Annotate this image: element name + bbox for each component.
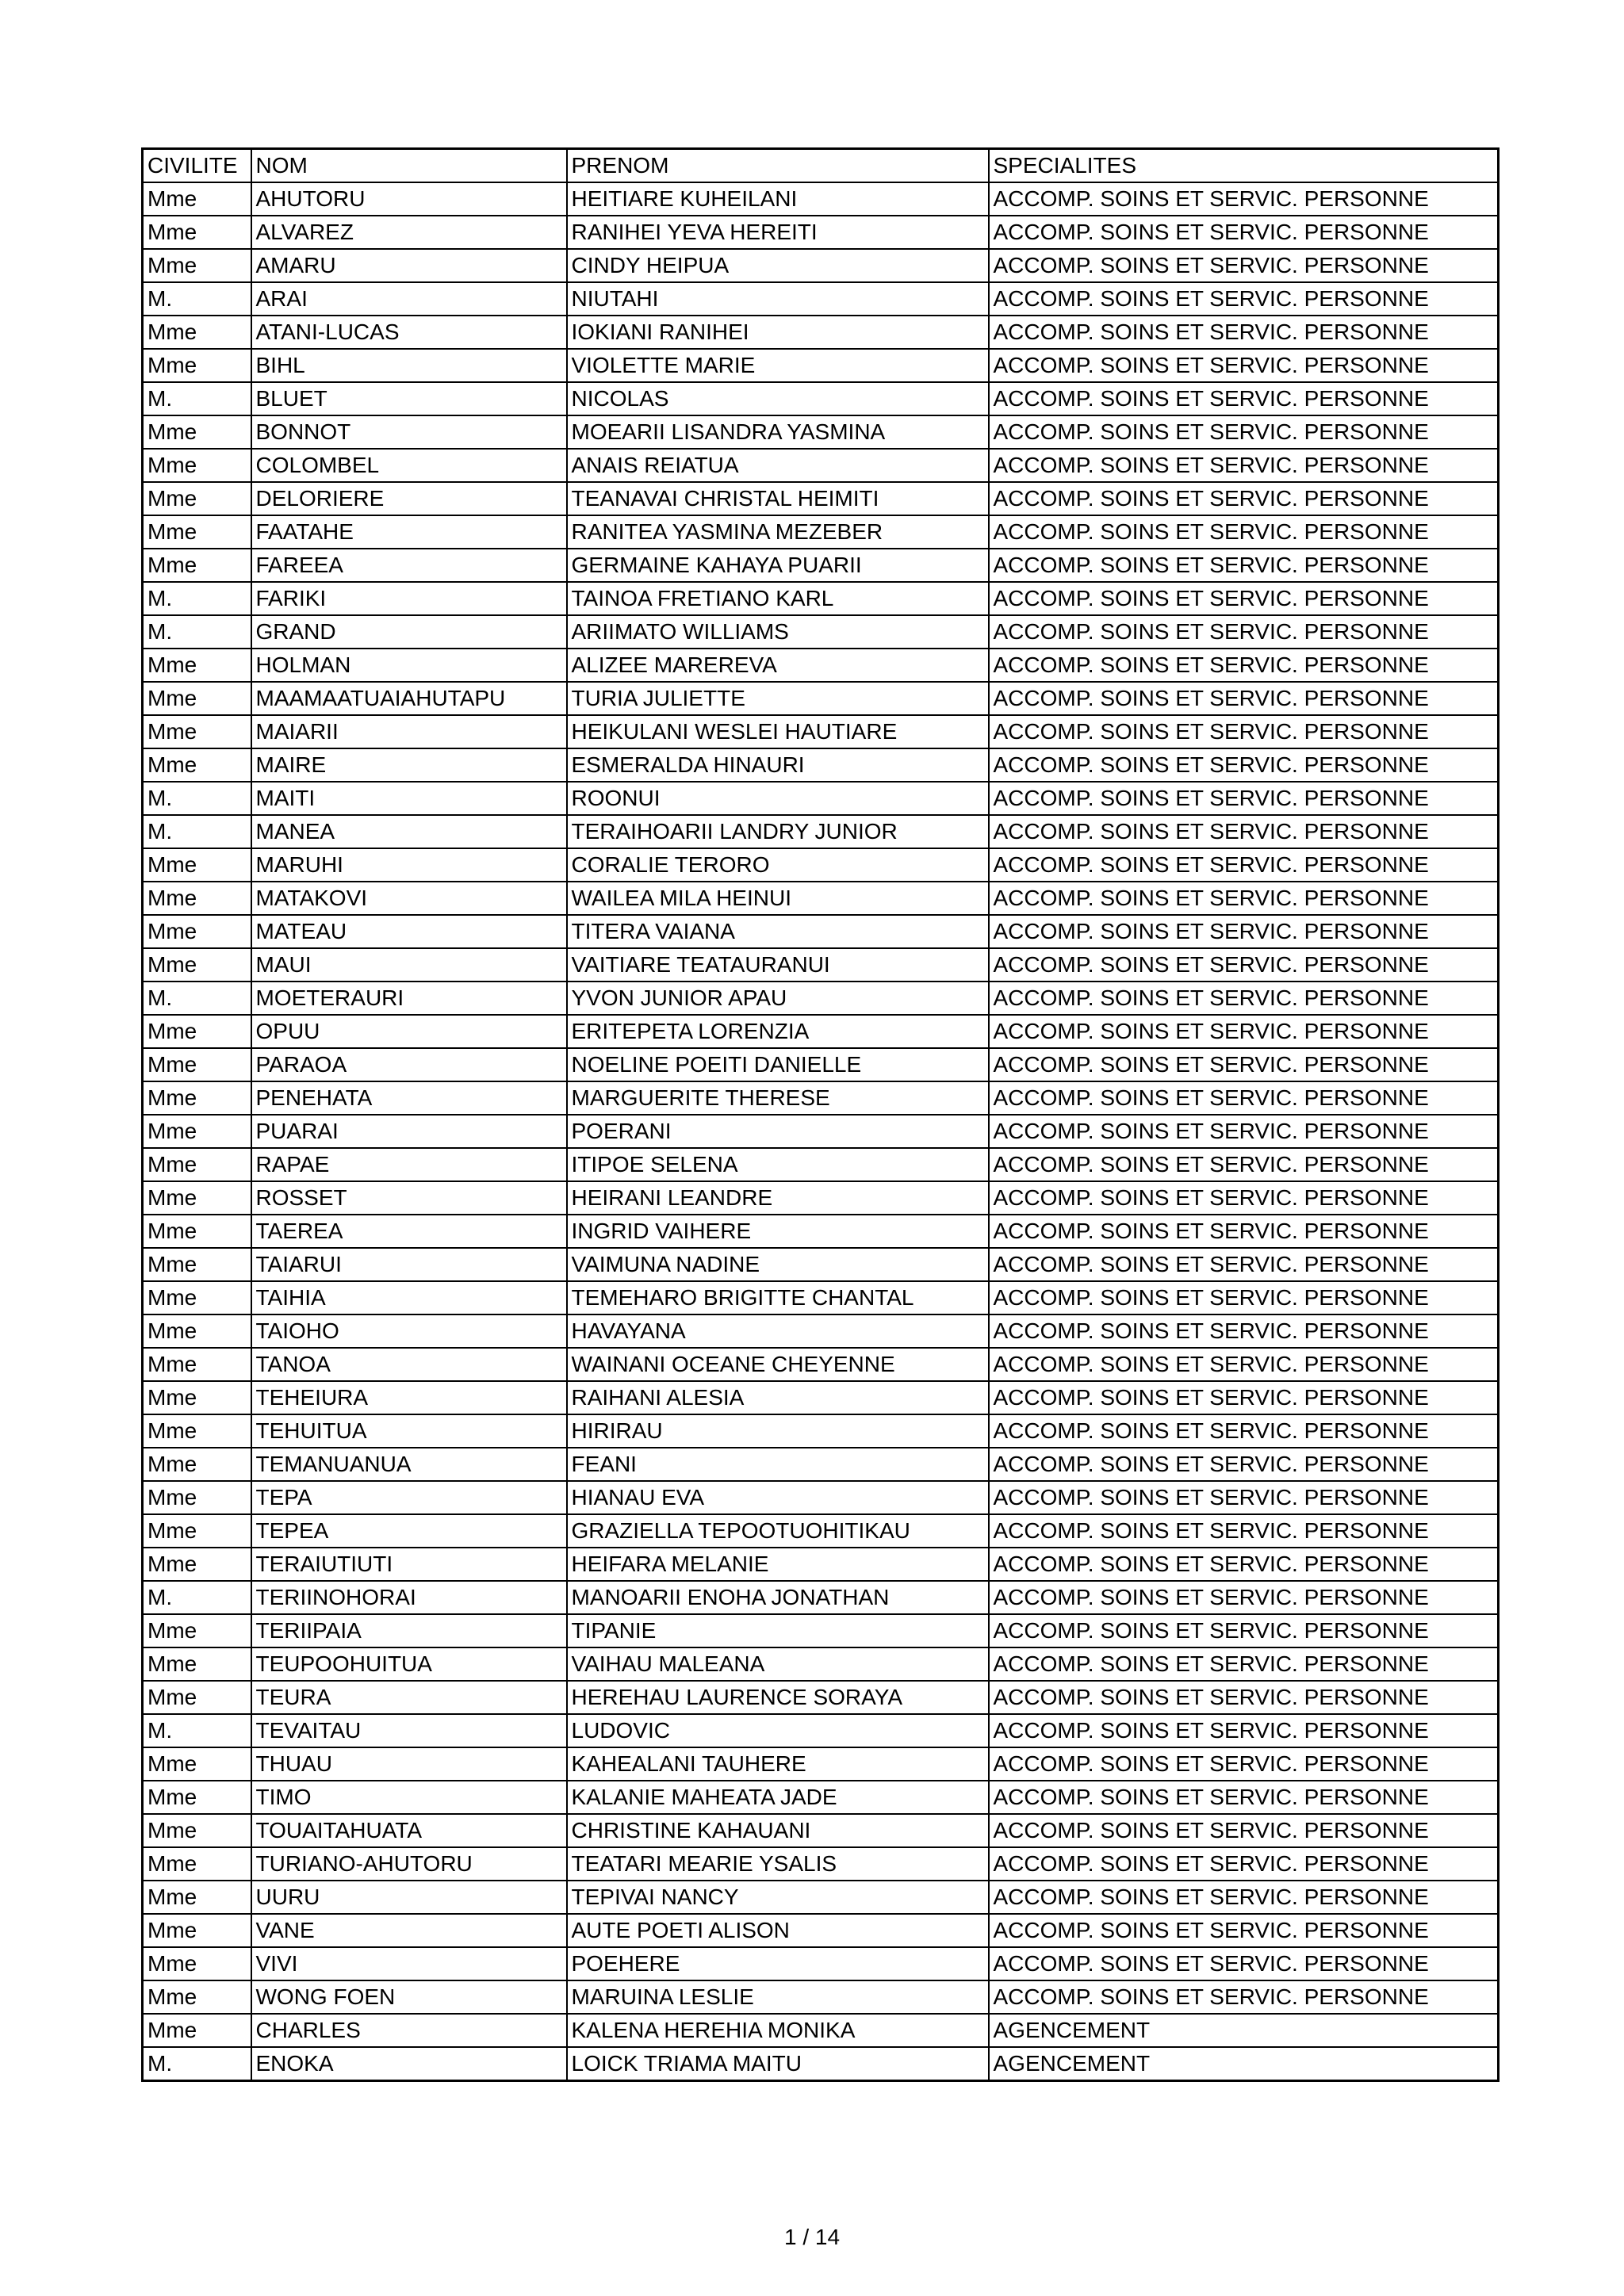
cell-civilite: Mme (143, 1015, 251, 1048)
cell-civilite: Mme (143, 1548, 251, 1581)
cell-specialites: ACCOMP. SOINS ET SERVIC. PERSONNE (989, 1115, 1499, 1148)
cell-prenom: HEIRANI LEANDRE (567, 1181, 989, 1215)
cell-prenom: CHRISTINE KAHAUANI (567, 1814, 989, 1847)
cell-specialites: ACCOMP. SOINS ET SERVIC. PERSONNE (989, 1581, 1499, 1614)
cell-specialites: ACCOMP. SOINS ET SERVIC. PERSONNE (989, 1248, 1499, 1281)
cell-nom: FAATAHE (251, 515, 567, 549)
cell-civilite: Mme (143, 1481, 251, 1514)
cell-nom: TERAIUTIUTI (251, 1548, 567, 1581)
cell-nom: TERIINOHORAI (251, 1581, 567, 1614)
cell-nom: MAIARII (251, 715, 567, 748)
cell-prenom: POERANI (567, 1115, 989, 1148)
cell-prenom: HIRIRAU (567, 1414, 989, 1448)
cell-nom: TURIANO-AHUTORU (251, 1847, 567, 1881)
cell-specialites: ACCOMP. SOINS ET SERVIC. PERSONNE (989, 282, 1499, 316)
cell-specialites: ACCOMP. SOINS ET SERVIC. PERSONNE (989, 1181, 1499, 1215)
cell-civilite: Mme (143, 415, 251, 449)
cell-civilite: Mme (143, 882, 251, 915)
table-row (143, 1448, 1499, 1481)
cell-civilite: Mme (143, 1314, 251, 1348)
cell-specialites: ACCOMP. SOINS ET SERVIC. PERSONNE (989, 882, 1499, 915)
cell-nom: MATAKOVI (251, 882, 567, 915)
cell-prenom: TEMEHARO BRIGITTE CHANTAL (567, 1281, 989, 1314)
cell-civilite: M. (143, 782, 251, 815)
cell-nom: TIMO (251, 1781, 567, 1814)
cell-nom: TEHUITUA (251, 1414, 567, 1448)
table-row (143, 316, 1499, 349)
cell-nom: CHARLES (251, 2014, 567, 2047)
cell-nom: TAEREA (251, 1215, 567, 1248)
cell-prenom: NOELINE POEITI DANIELLE (567, 1048, 989, 1081)
cell-specialites: ACCOMP. SOINS ET SERVIC. PERSONNE (989, 1814, 1499, 1847)
cell-nom: ALVAREZ (251, 216, 567, 249)
cell-specialites: ACCOMP. SOINS ET SERVIC. PERSONNE (989, 316, 1499, 349)
cell-prenom: HEITIARE KUHEILANI (567, 182, 989, 216)
table-row (143, 182, 1499, 216)
cell-nom: TERIIPAIA (251, 1614, 567, 1647)
cell-prenom: HIANAU EVA (567, 1481, 989, 1514)
cell-nom: WONG FOEN (251, 1980, 567, 2014)
cell-prenom: CORALIE TERORO (567, 848, 989, 882)
cell-nom: TAIOHO (251, 1314, 567, 1348)
cell-nom: TEURA (251, 1681, 567, 1714)
cell-civilite: Mme (143, 1215, 251, 1248)
cell-nom: GRAND (251, 615, 567, 649)
table-row (143, 382, 1499, 415)
cell-civilite: Mme (143, 2014, 251, 2047)
cell-specialites: ACCOMP. SOINS ET SERVIC. PERSONNE (989, 782, 1499, 815)
table-row (143, 1814, 1499, 1847)
cell-nom: BLUET (251, 382, 567, 415)
cell-civilite: Mme (143, 1381, 251, 1414)
table-row (143, 2047, 1499, 2081)
cell-specialites: ACCOMP. SOINS ET SERVIC. PERSONNE (989, 449, 1499, 482)
cell-nom: FARIKI (251, 582, 567, 615)
table-row (143, 1048, 1499, 1081)
cell-civilite: Mme (143, 915, 251, 948)
table-row (143, 948, 1499, 982)
table-row (143, 1015, 1499, 1048)
cell-nom: BONNOT (251, 415, 567, 449)
cell-specialites: ACCOMP. SOINS ET SERVIC. PERSONNE (989, 415, 1499, 449)
cell-specialites: ACCOMP. SOINS ET SERVIC. PERSONNE (989, 1314, 1499, 1348)
table-row (143, 349, 1499, 382)
cell-specialites: ACCOMP. SOINS ET SERVIC. PERSONNE (989, 748, 1499, 782)
cell-nom: MATEAU (251, 915, 567, 948)
cell-civilite: Mme (143, 449, 251, 482)
cell-civilite: Mme (143, 1081, 251, 1115)
cell-specialites: ACCOMP. SOINS ET SERVIC. PERSONNE (989, 915, 1499, 948)
cell-nom: VANE (251, 1914, 567, 1947)
cell-civilite: M. (143, 615, 251, 649)
cell-specialites: ACCOMP. SOINS ET SERVIC. PERSONNE (989, 482, 1499, 515)
cell-specialites: ACCOMP. SOINS ET SERVIC. PERSONNE (989, 682, 1499, 715)
table-row (143, 1381, 1499, 1414)
cell-nom: THUAU (251, 1747, 567, 1781)
cell-prenom: HAVAYANA (567, 1314, 989, 1348)
cell-nom: MOETERAURI (251, 982, 567, 1015)
cell-nom: UURU (251, 1881, 567, 1914)
cell-civilite: Mme (143, 1781, 251, 1814)
cell-civilite: Mme (143, 249, 251, 282)
table-row (143, 1581, 1499, 1614)
cell-specialites: AGENCEMENT (989, 2047, 1499, 2081)
cell-prenom: KALANIE MAHEATA JADE (567, 1781, 989, 1814)
table-row (143, 682, 1499, 715)
table-row (143, 482, 1499, 515)
table-row (143, 1914, 1499, 1947)
cell-specialites: ACCOMP. SOINS ET SERVIC. PERSONNE (989, 515, 1499, 549)
table-row (143, 1481, 1499, 1514)
cell-prenom: INGRID VAIHERE (567, 1215, 989, 1248)
cell-civilite: M. (143, 382, 251, 415)
cell-prenom: VAIHAU MALEANA (567, 1647, 989, 1681)
cell-prenom: POEHERE (567, 1947, 989, 1980)
table-row (143, 615, 1499, 649)
cell-prenom: HEREHAU LAURENCE SORAYA (567, 1681, 989, 1714)
cell-specialites: ACCOMP. SOINS ET SERVIC. PERSONNE (989, 1914, 1499, 1947)
cell-nom: MANEA (251, 815, 567, 848)
cell-civilite: Mme (143, 715, 251, 748)
cell-prenom: NICOLAS (567, 382, 989, 415)
table-row (143, 915, 1499, 948)
table-row (143, 1947, 1499, 1980)
cell-prenom: ARIIMATO WILLIAMS (567, 615, 989, 649)
table-row (143, 882, 1499, 915)
cell-civilite: Mme (143, 948, 251, 982)
cell-specialites: ACCOMP. SOINS ET SERVIC. PERSONNE (989, 1215, 1499, 1248)
cell-nom: TANOA (251, 1348, 567, 1381)
cell-prenom: WAINANI OCEANE CHEYENNE (567, 1348, 989, 1381)
cell-nom: TEMANUANUA (251, 1448, 567, 1481)
cell-prenom: ROONUI (567, 782, 989, 815)
table-row (143, 282, 1499, 316)
cell-prenom: IOKIANI RANIHEI (567, 316, 989, 349)
cell-prenom: RANITEA YASMINA MEZEBER (567, 515, 989, 549)
cell-prenom: ITIPOE SELENA (567, 1148, 989, 1181)
cell-civilite: M. (143, 582, 251, 615)
table-row (143, 582, 1499, 615)
cell-specialites: ACCOMP. SOINS ET SERVIC. PERSONNE (989, 1348, 1499, 1381)
cell-civilite: M. (143, 982, 251, 1015)
cell-specialites: ACCOMP. SOINS ET SERVIC. PERSONNE (989, 948, 1499, 982)
table-row (143, 1314, 1499, 1348)
cell-prenom: VIOLETTE MARIE (567, 349, 989, 382)
cell-prenom: WAILEA MILA HEINUI (567, 882, 989, 915)
cell-prenom: YVON JUNIOR APAU (567, 982, 989, 1015)
cell-civilite: Mme (143, 1281, 251, 1314)
table-row (143, 1980, 1499, 2014)
cell-prenom: TITERA VAIANA (567, 915, 989, 948)
cell-specialites: ACCOMP. SOINS ET SERVIC. PERSONNE (989, 848, 1499, 882)
table-row (143, 449, 1499, 482)
table-header-row (143, 149, 1499, 183)
cell-prenom: CINDY HEIPUA (567, 249, 989, 282)
table-row (143, 1181, 1499, 1215)
cell-specialites: ACCOMP. SOINS ET SERVIC. PERSONNE (989, 216, 1499, 249)
table-row (143, 982, 1499, 1015)
cell-civilite: Mme (143, 1647, 251, 1681)
cell-nom: TEVAITAU (251, 1714, 567, 1747)
cell-nom: TAIARUI (251, 1248, 567, 1281)
cell-specialites: ACCOMP. SOINS ET SERVIC. PERSONNE (989, 1081, 1499, 1115)
cell-prenom: ESMERALDA HINAURI (567, 748, 989, 782)
cell-prenom: TEANAVAI CHRISTAL HEIMITI (567, 482, 989, 515)
cell-specialites: ACCOMP. SOINS ET SERVIC. PERSONNE (989, 1381, 1499, 1414)
cell-nom: VIVI (251, 1947, 567, 1980)
cell-civilite: Mme (143, 1148, 251, 1181)
table-row (143, 1414, 1499, 1448)
header-prenom: PRENOM (567, 149, 989, 183)
table-row (143, 1081, 1499, 1115)
table-row (143, 1248, 1499, 1281)
cell-civilite: Mme (143, 1881, 251, 1914)
cell-prenom: MARUINA LESLIE (567, 1980, 989, 2014)
cell-civilite: Mme (143, 1747, 251, 1781)
table-row (143, 249, 1499, 282)
cell-nom: ATANI-LUCAS (251, 316, 567, 349)
table-row (143, 1647, 1499, 1681)
cell-specialites: ACCOMP. SOINS ET SERVIC. PERSONNE (989, 1614, 1499, 1647)
cell-prenom: TAINOA FRETIANO KARL (567, 582, 989, 615)
cell-prenom: LOICK TRIAMA MAITU (567, 2047, 989, 2081)
table-row (143, 1881, 1499, 1914)
table-row (143, 1847, 1499, 1881)
table-row (143, 1548, 1499, 1581)
cell-specialites: ACCOMP. SOINS ET SERVIC. PERSONNE (989, 549, 1499, 582)
cell-prenom: NIUTAHI (567, 282, 989, 316)
cell-specialites: ACCOMP. SOINS ET SERVIC. PERSONNE (989, 582, 1499, 615)
cell-prenom: HEIKULANI WESLEI HAUTIARE (567, 715, 989, 748)
cell-nom: COLOMBEL (251, 449, 567, 482)
cell-specialites: ACCOMP. SOINS ET SERVIC. PERSONNE (989, 615, 1499, 649)
cell-civilite: Mme (143, 482, 251, 515)
table-row (143, 2014, 1499, 2047)
cell-nom: AMARU (251, 249, 567, 282)
table-row (143, 216, 1499, 249)
cell-nom: TAIHIA (251, 1281, 567, 1314)
table-row (143, 1714, 1499, 1747)
cell-civilite: Mme (143, 1681, 251, 1714)
table-body (143, 182, 1499, 2081)
cell-nom: FAREEA (251, 549, 567, 582)
header-civilite: CIVILITE (143, 149, 251, 183)
cell-specialites: ACCOMP. SOINS ET SERVIC. PERSONNE (989, 1947, 1499, 1980)
cell-prenom: ANAIS REIATUA (567, 449, 989, 482)
cell-prenom: LUDOVIC (567, 1714, 989, 1747)
cell-nom: MAAMAATUAIAHUTAPU (251, 682, 567, 715)
cell-prenom: KALENA HEREHIA MONIKA (567, 2014, 989, 2047)
cell-specialites: ACCOMP. SOINS ET SERVIC. PERSONNE (989, 182, 1499, 216)
table-row (143, 715, 1499, 748)
cell-nom: HOLMAN (251, 649, 567, 682)
cell-civilite: Mme (143, 1514, 251, 1548)
cell-prenom: TURIA JULIETTE (567, 682, 989, 715)
cell-civilite: M. (143, 815, 251, 848)
cell-civilite: Mme (143, 848, 251, 882)
cell-specialites: AGENCEMENT (989, 2014, 1499, 2047)
cell-specialites: ACCOMP. SOINS ET SERVIC. PERSONNE (989, 1781, 1499, 1814)
cell-civilite: M. (143, 2047, 251, 2081)
cell-nom: MARUHI (251, 848, 567, 882)
cell-nom: TEUPOOHUITUA (251, 1647, 567, 1681)
cell-prenom: GERMAINE KAHAYA PUARII (567, 549, 989, 582)
cell-specialites: ACCOMP. SOINS ET SERVIC. PERSONNE (989, 1881, 1499, 1914)
cell-nom: ROSSET (251, 1181, 567, 1215)
cell-nom: OPUU (251, 1015, 567, 1048)
cell-civilite: Mme (143, 682, 251, 715)
cell-civilite: Mme (143, 1248, 251, 1281)
cell-civilite: Mme (143, 1614, 251, 1647)
cell-specialites: ACCOMP. SOINS ET SERVIC. PERSONNE (989, 249, 1499, 282)
cell-specialites: ACCOMP. SOINS ET SERVIC. PERSONNE (989, 1448, 1499, 1481)
cell-specialites: ACCOMP. SOINS ET SERVIC. PERSONNE (989, 1847, 1499, 1881)
page-number: 1 / 14 (783, 2225, 841, 2249)
cell-civilite: Mme (143, 216, 251, 249)
cell-nom: PENEHATA (251, 1081, 567, 1115)
cell-nom: MAITI (251, 782, 567, 815)
cell-specialites: ACCOMP. SOINS ET SERVIC. PERSONNE (989, 982, 1499, 1015)
cell-civilite: Mme (143, 1048, 251, 1081)
table-row (143, 815, 1499, 848)
cell-prenom: VAIMUNA NADINE (567, 1248, 989, 1281)
cell-civilite: Mme (143, 1814, 251, 1847)
cell-nom: TEPEA (251, 1514, 567, 1548)
cell-prenom: FEANI (567, 1448, 989, 1481)
table-row (143, 1781, 1499, 1814)
cell-specialites: ACCOMP. SOINS ET SERVIC. PERSONNE (989, 1148, 1499, 1181)
cell-civilite: Mme (143, 1980, 251, 2014)
cell-civilite: Mme (143, 1115, 251, 1148)
table-row (143, 515, 1499, 549)
table-row (143, 1148, 1499, 1181)
cell-specialites: ACCOMP. SOINS ET SERVIC. PERSONNE (989, 1980, 1499, 2014)
header-nom: NOM (251, 149, 567, 183)
cell-civilite: M. (143, 1581, 251, 1614)
cell-specialites: ACCOMP. SOINS ET SERVIC. PERSONNE (989, 1714, 1499, 1747)
cell-nom: TEPA (251, 1481, 567, 1514)
cell-specialites: ACCOMP. SOINS ET SERVIC. PERSONNE (989, 1514, 1499, 1548)
cell-specialites: ACCOMP. SOINS ET SERVIC. PERSONNE (989, 1015, 1499, 1048)
cell-specialites: ACCOMP. SOINS ET SERVIC. PERSONNE (989, 349, 1499, 382)
cell-specialites: ACCOMP. SOINS ET SERVIC. PERSONNE (989, 715, 1499, 748)
cell-civilite: Mme (143, 515, 251, 549)
cell-civilite: Mme (143, 182, 251, 216)
cell-prenom: MARGUERITE THERESE (567, 1081, 989, 1115)
cell-civilite: Mme (143, 1847, 251, 1881)
cell-nom: AHUTORU (251, 182, 567, 216)
cell-prenom: TEPIVAI NANCY (567, 1881, 989, 1914)
cell-specialites: ACCOMP. SOINS ET SERVIC. PERSONNE (989, 382, 1499, 415)
cell-nom: ARAI (251, 282, 567, 316)
cell-specialites: ACCOMP. SOINS ET SERVIC. PERSONNE (989, 1481, 1499, 1514)
cell-specialites: ACCOMP. SOINS ET SERVIC. PERSONNE (989, 1747, 1499, 1781)
cell-prenom: HEIFARA MELANIE (567, 1548, 989, 1581)
cell-civilite: M. (143, 1714, 251, 1747)
cell-civilite: M. (143, 282, 251, 316)
cell-civilite: Mme (143, 649, 251, 682)
cell-civilite: Mme (143, 316, 251, 349)
cell-nom: TOUAITAHUATA (251, 1814, 567, 1847)
cell-specialites: ACCOMP. SOINS ET SERVIC. PERSONNE (989, 1681, 1499, 1714)
cell-nom: PUARAI (251, 1115, 567, 1148)
cell-prenom: ALIZEE MAREREVA (567, 649, 989, 682)
cell-prenom: VAITIARE TEATAURANUI (567, 948, 989, 982)
table-row (143, 1281, 1499, 1314)
cell-civilite: Mme (143, 1914, 251, 1947)
table-row (143, 415, 1499, 449)
cell-specialites: ACCOMP. SOINS ET SERVIC. PERSONNE (989, 1548, 1499, 1581)
cell-prenom: MOEARII LISANDRA YASMINA (567, 415, 989, 449)
cell-prenom: MANOARII ENOHA JONATHAN (567, 1581, 989, 1614)
cell-nom: RAPAE (251, 1148, 567, 1181)
table-row (143, 848, 1499, 882)
cell-civilite: Mme (143, 1414, 251, 1448)
cell-nom: ENOKA (251, 2047, 567, 2081)
table-row (143, 1747, 1499, 1781)
cell-prenom: RANIHEI YEVA HEREITI (567, 216, 989, 249)
cell-prenom: TIPANIE (567, 1614, 989, 1647)
table-row (143, 1348, 1499, 1381)
table-row (143, 782, 1499, 815)
cell-prenom: GRAZIELLA TEPOOTUOHITIKAU (567, 1514, 989, 1548)
cell-civilite: Mme (143, 748, 251, 782)
cell-specialites: ACCOMP. SOINS ET SERVIC. PERSONNE (989, 1048, 1499, 1081)
cell-nom: BIHL (251, 349, 567, 382)
cell-prenom: RAIHANI ALESIA (567, 1381, 989, 1414)
table-row (143, 1681, 1499, 1714)
table-row (143, 549, 1499, 582)
cell-prenom: ERITEPETA LORENZIA (567, 1015, 989, 1048)
cell-nom: MAUI (251, 948, 567, 982)
cell-nom: PARAOA (251, 1048, 567, 1081)
cell-prenom: TEATARI MEARIE YSALIS (567, 1847, 989, 1881)
cell-nom: MAIRE (251, 748, 567, 782)
table-row (143, 748, 1499, 782)
cell-specialites: ACCOMP. SOINS ET SERVIC. PERSONNE (989, 1647, 1499, 1681)
cell-civilite: Mme (143, 349, 251, 382)
cell-specialites: ACCOMP. SOINS ET SERVIC. PERSONNE (989, 815, 1499, 848)
cell-civilite: Mme (143, 1181, 251, 1215)
cell-civilite: Mme (143, 549, 251, 582)
candidate-table (141, 147, 1500, 2082)
cell-prenom: KAHEALANI TAUHERE (567, 1747, 989, 1781)
cell-civilite: Mme (143, 1947, 251, 1980)
table-row (143, 1115, 1499, 1148)
cell-specialites: ACCOMP. SOINS ET SERVIC. PERSONNE (989, 1414, 1499, 1448)
table-row (143, 1514, 1499, 1548)
cell-nom: TEHEIURA (251, 1381, 567, 1414)
cell-prenom: AUTE POETI ALISON (567, 1914, 989, 1947)
cell-civilite: Mme (143, 1348, 251, 1381)
cell-prenom: TERAIHOARII LANDRY JUNIOR (567, 815, 989, 848)
cell-specialites: ACCOMP. SOINS ET SERVIC. PERSONNE (989, 1281, 1499, 1314)
header-specialites: SPECIALITES (989, 149, 1499, 183)
table-row (143, 649, 1499, 682)
table-row (143, 1215, 1499, 1248)
table-row (143, 1614, 1499, 1647)
cell-civilite: Mme (143, 1448, 251, 1481)
cell-specialites: ACCOMP. SOINS ET SERVIC. PERSONNE (989, 649, 1499, 682)
cell-nom: DELORIERE (251, 482, 567, 515)
